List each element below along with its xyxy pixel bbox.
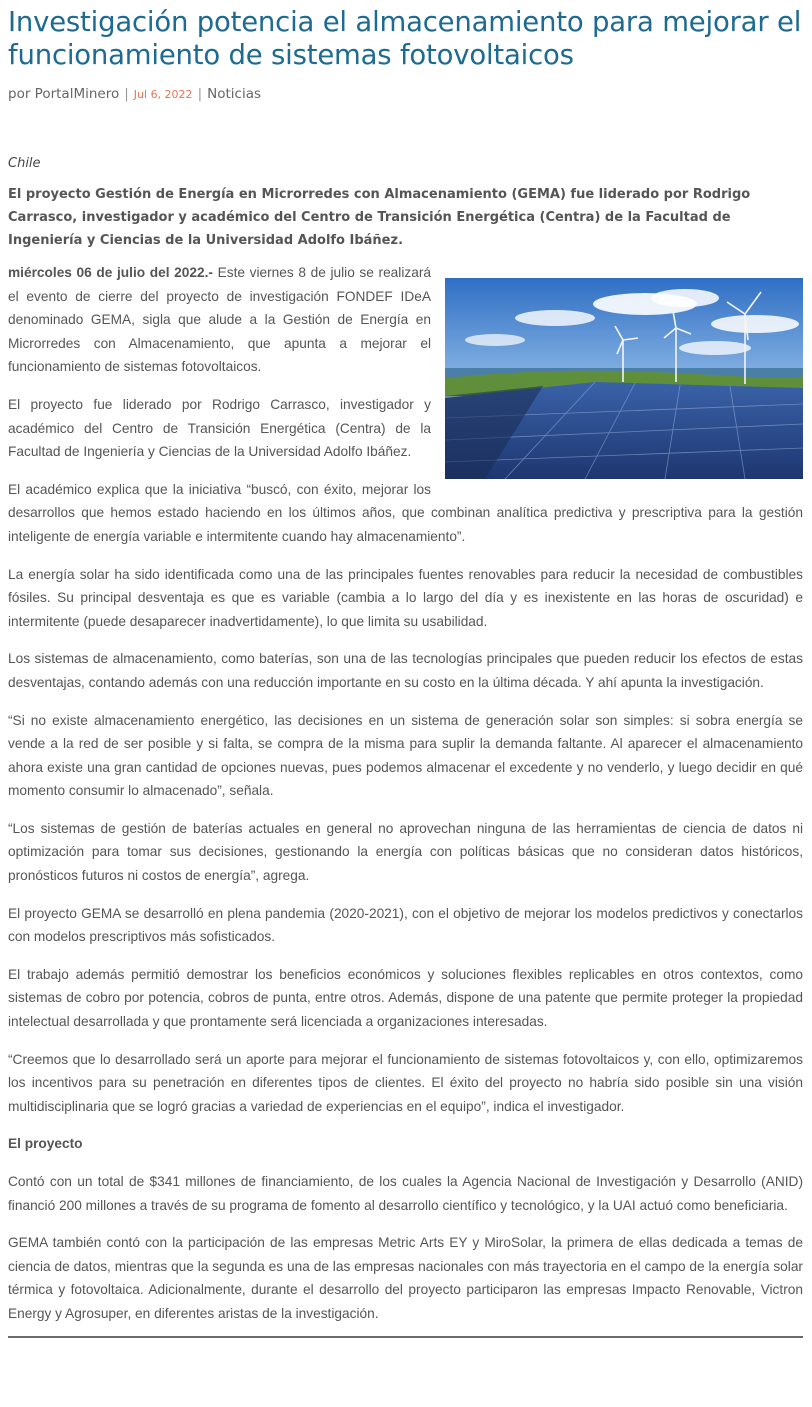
paragraph: “Los sistemas de gestión de baterías actuales en general no aprovechan ninguna de las herramientas de ciencia de datos ni optimización para tomar sus decisiones, gestionando la energía con políticas básicas que no consideran datos históricos, pronósticos futuros ni costos de energía”, agrega. [8, 820, 803, 884]
paragraph: El proyecto fue liderado por Rodrigo Carrasco, investigador y académico del Centro de Transición Energética (Centra) de la Facultad de Ingeniería y Ciencias de la Universidad Adolfo Ibáñez. [8, 396, 431, 460]
post-date: Jul 6, 2022 [133, 88, 193, 101]
article-title: Investigación potencia el almacenamiento para mejorar el funcionamiento de sistemas fotovoltaicos [8, 6, 802, 71]
paragraph: Contó con un total de $341 millones de financiamiento, de los cuales la Agencia Nacional de Investigación y Desarrollo (ANID) financió 200 millones a través de su programa de fomento al desarrollo científico y tecnológico, y la UAI actuó como beneficiaria. [8, 1174, 803, 1213]
category-link[interactable]: Noticias [207, 86, 262, 102]
paragraph: “Si no existe almacenamiento energético, las decisiones en un sistema de generación solar son simples: si sobra energía se vende a la red de ser posible y si falta, se compra de la misma para suplir la demanda faltante. Al aparecer el almacenamiento ahora existe una gran cantidad de opciones nuevas, pues podemos almacenar el excedente y no venderlo, y luego decidir en qué momento consumir lo almacenado”, señala. [8, 712, 803, 799]
article [8, 0, 803, 1338]
article-body [8, 261, 803, 1326]
paragraph: El trabajo además permitió demostrar los beneficios económicos y soluciones flexibles replicables en otros contextos, como sistemas de cobro por potencia, cobros de punta, entre otros. Además, dispone de una patente que permite proteger la propiedad intelectual desarrollada y que prontamente será licenciada a organizaciones interesadas. [8, 966, 803, 1030]
article-photo [445, 278, 803, 479]
section-heading: El proyecto [8, 1136, 83, 1152]
post-meta [8, 85, 803, 104]
paragraph-text: Este viernes 8 de julio se realizará el evento de cierre del proyecto de investigación FONDEF IDeA denominado GEMA, sigla que alude a la Gestión de Energía en Microrredes con Almacenamiento, que apunta a mejorar el funcionamiento de sistemas fotovoltaicos. [8, 265, 432, 375]
article-lead: El proyecto Gestión de Energía en Microrredes con Almacenamiento (GEMA) fue liderado por Rodrigo Carrasco, investigador y académico del Centro de Transición Energética (Centra) de la Facultad de Ingeniería y Ciencias de la Universidad Adolfo Ibáñez. [8, 187, 751, 248]
paragraph: El académico explica que la iniciativa “buscó, con éxito, mejorar los desarrollos que hemos estado haciendo en los últimos años, que combinan analítica predictiva y prescriptiva para la gestión inteligente de energía variable e intermitente cuando hay almacenamiento”. [8, 481, 803, 544]
meta-separator: | [197, 86, 203, 102]
country-label: Chile [8, 156, 41, 171]
dateline: miércoles 06 de julio del 2022.- [8, 265, 213, 280]
paragraph: Los sistemas de almacenamiento, como baterías, son una de las tecnologías principales que pueden reducir los efectos de estas desventajas, contando además con una reducción importante en su costo en la última década. Y ahí apunta la investigación. [8, 651, 803, 690]
paragraph: GEMA también contó con la participación de las empresas Metric Arts EY y MiroSolar, la primera de ellas dedicada a temas de ciencia de datos, mientras que la segunda es una de las empresas nacionales con más trayectoria en el campo de la energía solar térmica y fotovoltaica. Adicionalmente, durante el desarrollo del proyecto participaron las empresas Impacto Renovable, Victron Energy y Agrosuper, en diferentes aristas de la investigación. [8, 1235, 803, 1321]
paragraph: El proyecto GEMA se desarrolló en plena pandemia (2020-2021), con el objetivo de mejorar los modelos predictivos y conectarlos con modelos prescriptivos más sofisticados. [8, 905, 803, 945]
paragraph: La energía solar ha sido identificada como una de las principales fuentes renovables para reducir la necesidad de combustibles fósiles. Su principal desventaja es que es variable (cambia a lo largo del día y es inexistente en las horas de oscuridad) e intermitente (puede desaparecer inadvertidamente), lo que limita su usabilidad. [8, 566, 803, 629]
solar-wind-image [445, 278, 803, 479]
paragraph: “Creemos que lo desarrollado será un aporte para mejorar el funcionamiento de sistemas fotovoltaicos y, con ello, optimizaremos los incentivos para su penetración en diferentes tipos de clientes. El éxito del proyecto no habría sido posible sin una visión multidisciplinaria que se logró gracias a variedad de experiencias en el equipo”, indica el investigador. [8, 1051, 803, 1114]
author-link[interactable]: por PortalMinero [8, 86, 120, 102]
bottom-divider [8, 1336, 803, 1338]
meta-separator: | [124, 86, 129, 102]
